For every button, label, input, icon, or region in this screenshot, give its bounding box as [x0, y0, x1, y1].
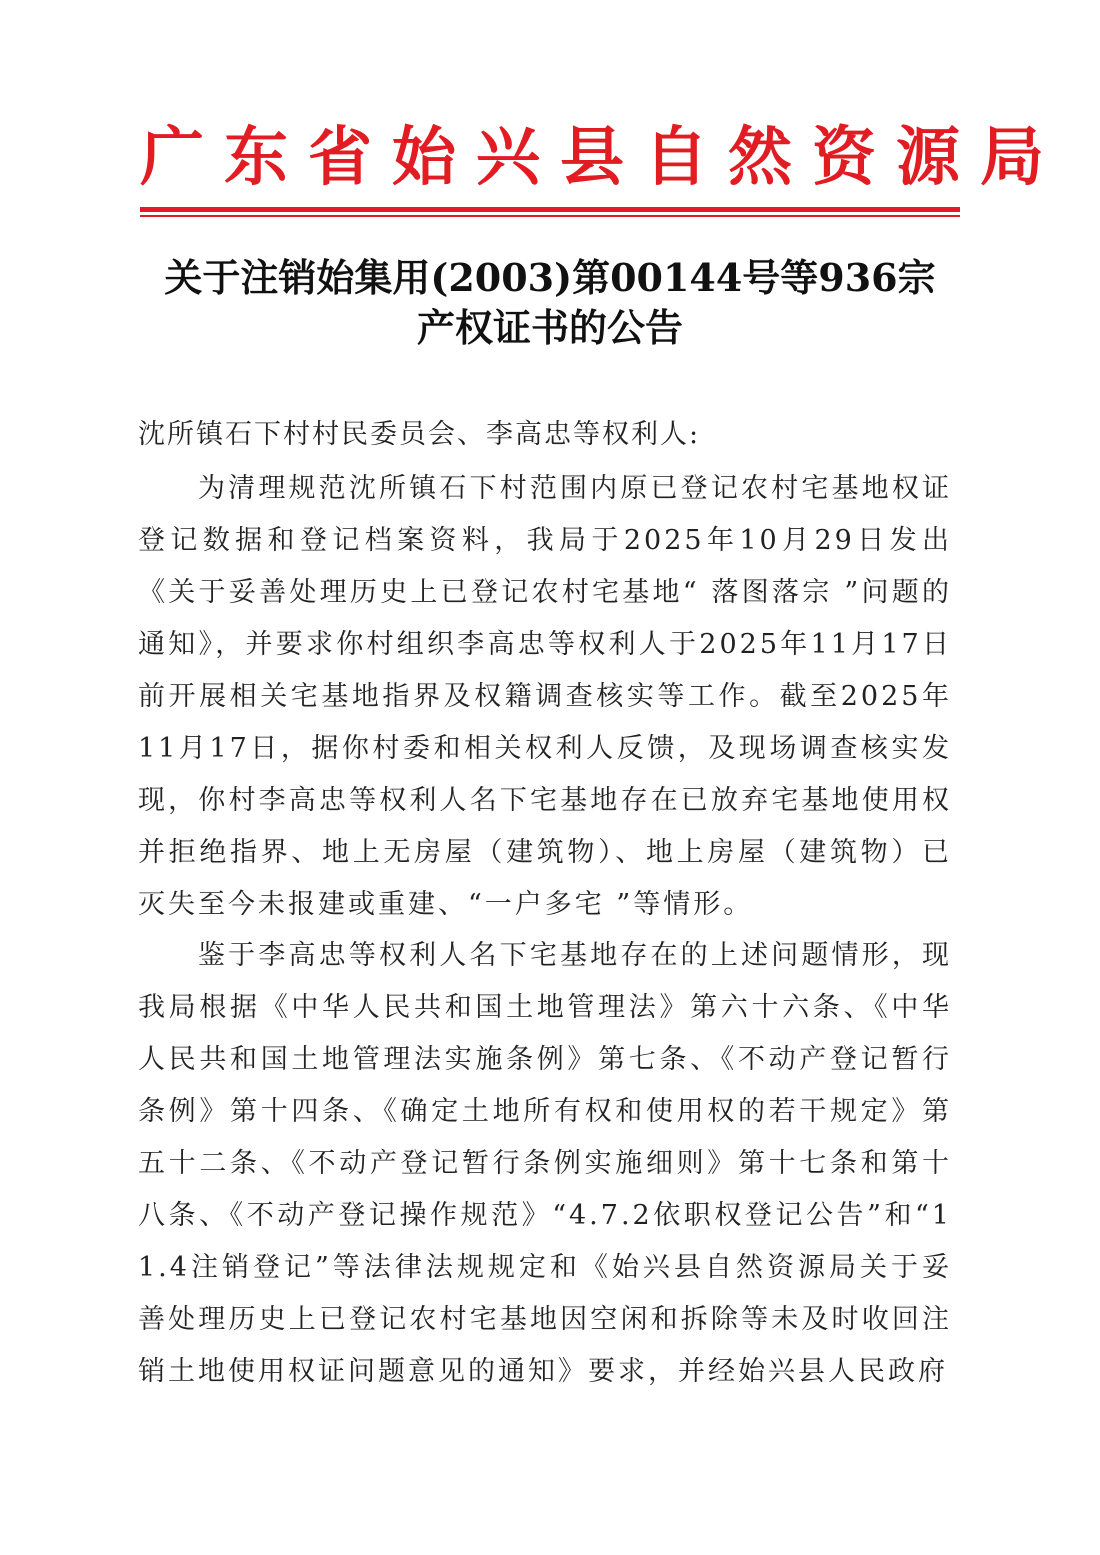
- body-paragraph-1: 为清理规范沈所镇石下村范围内原已登记农村宅基地权证登记数据和登记档案资料，我局于2025年10月29日发出《关于妥善处理历史上已登记农村宅基地“ 落图落宗 ”问题的通知》，并要求你村组织李高忠等权利人于2025年11月17日前开展相关宅基地指界及权籍调查核实等工作。截至2025年11月17日，据你村委和相关权利人反馈，及现场调查核实发现，你村李高忠等权利人名下宅基地存在已放弃宅基地使用权并拒绝指界、地上无房屋（建筑物）、地上房屋（建筑物）已灭失至今未报建或重建、“一户多宅 ”等情形。: [138, 473, 952, 920]
- salutation: 沈所镇石下村村民委员会、李高忠等权利人:: [138, 419, 701, 450]
- document-title-line-2: 产权证书的公告: [416, 305, 683, 350]
- document-title-line-1: 关于注销始集用(2003)第00144号等936宗: [164, 255, 936, 300]
- letterhead-red-rule-thick: [140, 207, 960, 212]
- body-paragraph-2: 鉴于李高忠等权利人名下宅基地存在的上述问题情形，现我局根据《中华人民共和国土地管理法》第六十六条、《中华人民共和国土地管理法实施条例》第七条、《不动产登记暂行条例》第十四条、《确定土地所有权和使用权的若干规定》第五十二条、《不动产登记暂行条例实施细则》第十七条和第十八条、《不动产登记操作规范》“4.7.2依职权登记公告”和“11.4注销登记”等法律法规规定和《始兴县自然资源局关于妥善处理历史上已登记农村宅基地因空闲和拆除等未及时收回注销土地使用权证问题意见的通知》要求，并经始兴县人民政府: [138, 940, 952, 1387]
- letterhead-agency-name: 广东省始兴县自然资源局: [140, 120, 1064, 195]
- letterhead-red-rule-thin: [140, 215, 960, 217]
